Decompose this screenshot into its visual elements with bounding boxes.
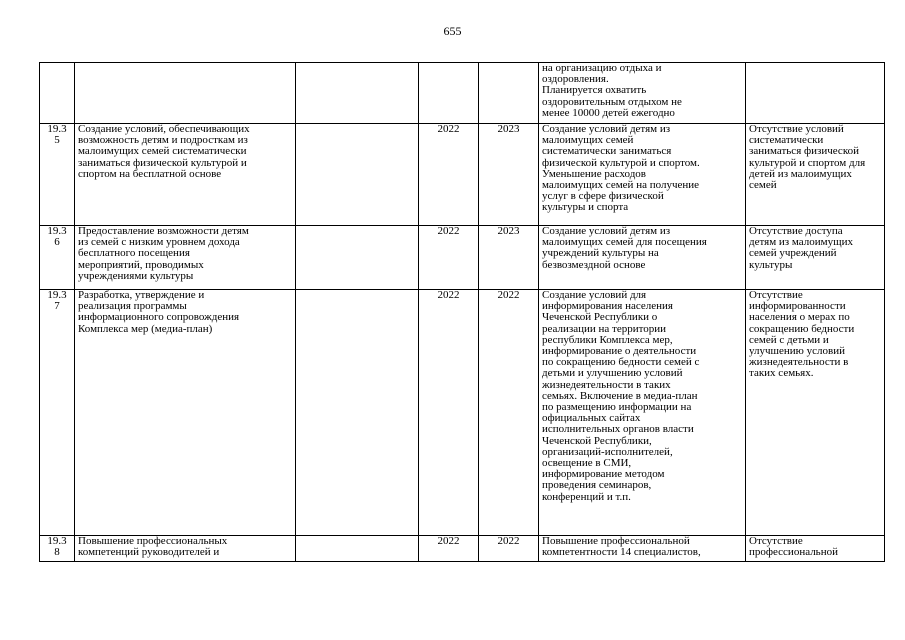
problem-cell: Отсутствие условий систематически заниматься физической культурой и спортом для детей из малоимущих семей <box>746 124 885 226</box>
start-year-cell: 2022 <box>419 124 479 226</box>
row-number-cell: 19.3 8 <box>40 536 75 562</box>
end-year-cell: 2023 <box>479 124 539 226</box>
result-cell: Создание условий детям из малоимущих семей систематически заниматься физической культурой и спортом. Уменьшение расходов малоимущих семей на получение услуг в сфере физической культуры и спорта <box>539 124 746 226</box>
row-number-cell: 19.3 5 <box>40 124 75 226</box>
problem-cell: Отсутствие профессиональной <box>746 536 885 562</box>
measure-cell: Разработка, утверждение и реализация программы информационного сопровождения Комплекса мер (медиа-план) <box>75 290 296 536</box>
table-row <box>40 124 885 226</box>
start-year-cell: 2022 <box>419 290 479 536</box>
problem-cell <box>746 63 885 124</box>
end-year-cell <box>479 63 539 124</box>
executor-cell <box>296 124 419 226</box>
result-cell: Повышение профессиональной компетентности 14 специалистов, <box>539 536 746 562</box>
executor-cell <box>296 63 419 124</box>
row-number-cell <box>40 63 75 124</box>
measure-cell: Предоставление возможности детям из семей с низким уровнем дохода бесплатного посещения мероприятий, проводимых учреждениями культуры <box>75 226 296 290</box>
start-year-cell <box>419 63 479 124</box>
start-year-cell: 2022 <box>419 536 479 562</box>
measures-table <box>39 62 885 562</box>
problem-cell: Отсутствие информированности населения о мерах по сокращению бедности семей с детьми и улучшению условий жизнедеятельности в таких семьях. <box>746 290 885 536</box>
executor-cell <box>296 290 419 536</box>
result-cell: Создание условий детям из малоимущих семей для посещения учреждений культуры на безвозмездной основе <box>539 226 746 290</box>
table-row <box>40 226 885 290</box>
table-row <box>40 63 885 124</box>
row-number-cell: 19.3 7 <box>40 290 75 536</box>
table-row <box>40 290 885 536</box>
executor-cell <box>296 226 419 290</box>
result-cell: на организацию отдыха и оздоровления. Планируется охватить оздоровительным отдыхом не менее 10000 детей ежегодно <box>539 63 746 124</box>
measure-cell: Повышение профессиональных компетенций руководителей и <box>75 536 296 562</box>
table-row <box>40 536 885 562</box>
start-year-cell: 2022 <box>419 226 479 290</box>
end-year-cell: 2023 <box>479 226 539 290</box>
end-year-cell: 2022 <box>479 536 539 562</box>
result-cell: Создание условий для информирования населения Чеченской Республики о реализации на территории республики Комплекса мер, информирование о деятельности по сокращению бедности семей с детьми и улучшению условий жизнедеятельности в таких семьях. Включение в медиа-план по размещению информации на официальных сайтах исполнительных органов власти Чеченской Республики, организаций-исполнителей, освещение в СМИ, информирование методом проведения семинаров, конференций и т.п. <box>539 290 746 536</box>
measure-cell <box>75 63 296 124</box>
page-number: 655 <box>443 24 462 38</box>
problem-cell: Отсутствие доступа детям из малоимущих семей учреждений культуры <box>746 226 885 290</box>
measure-cell: Создание условий, обеспечивающих возможность детям и подросткам из малоимущих семей систематически заниматься физической культурой и спортом на бесплатной основе <box>75 124 296 226</box>
row-number-cell: 19.3 6 <box>40 226 75 290</box>
end-year-cell: 2022 <box>479 290 539 536</box>
executor-cell <box>296 536 419 562</box>
